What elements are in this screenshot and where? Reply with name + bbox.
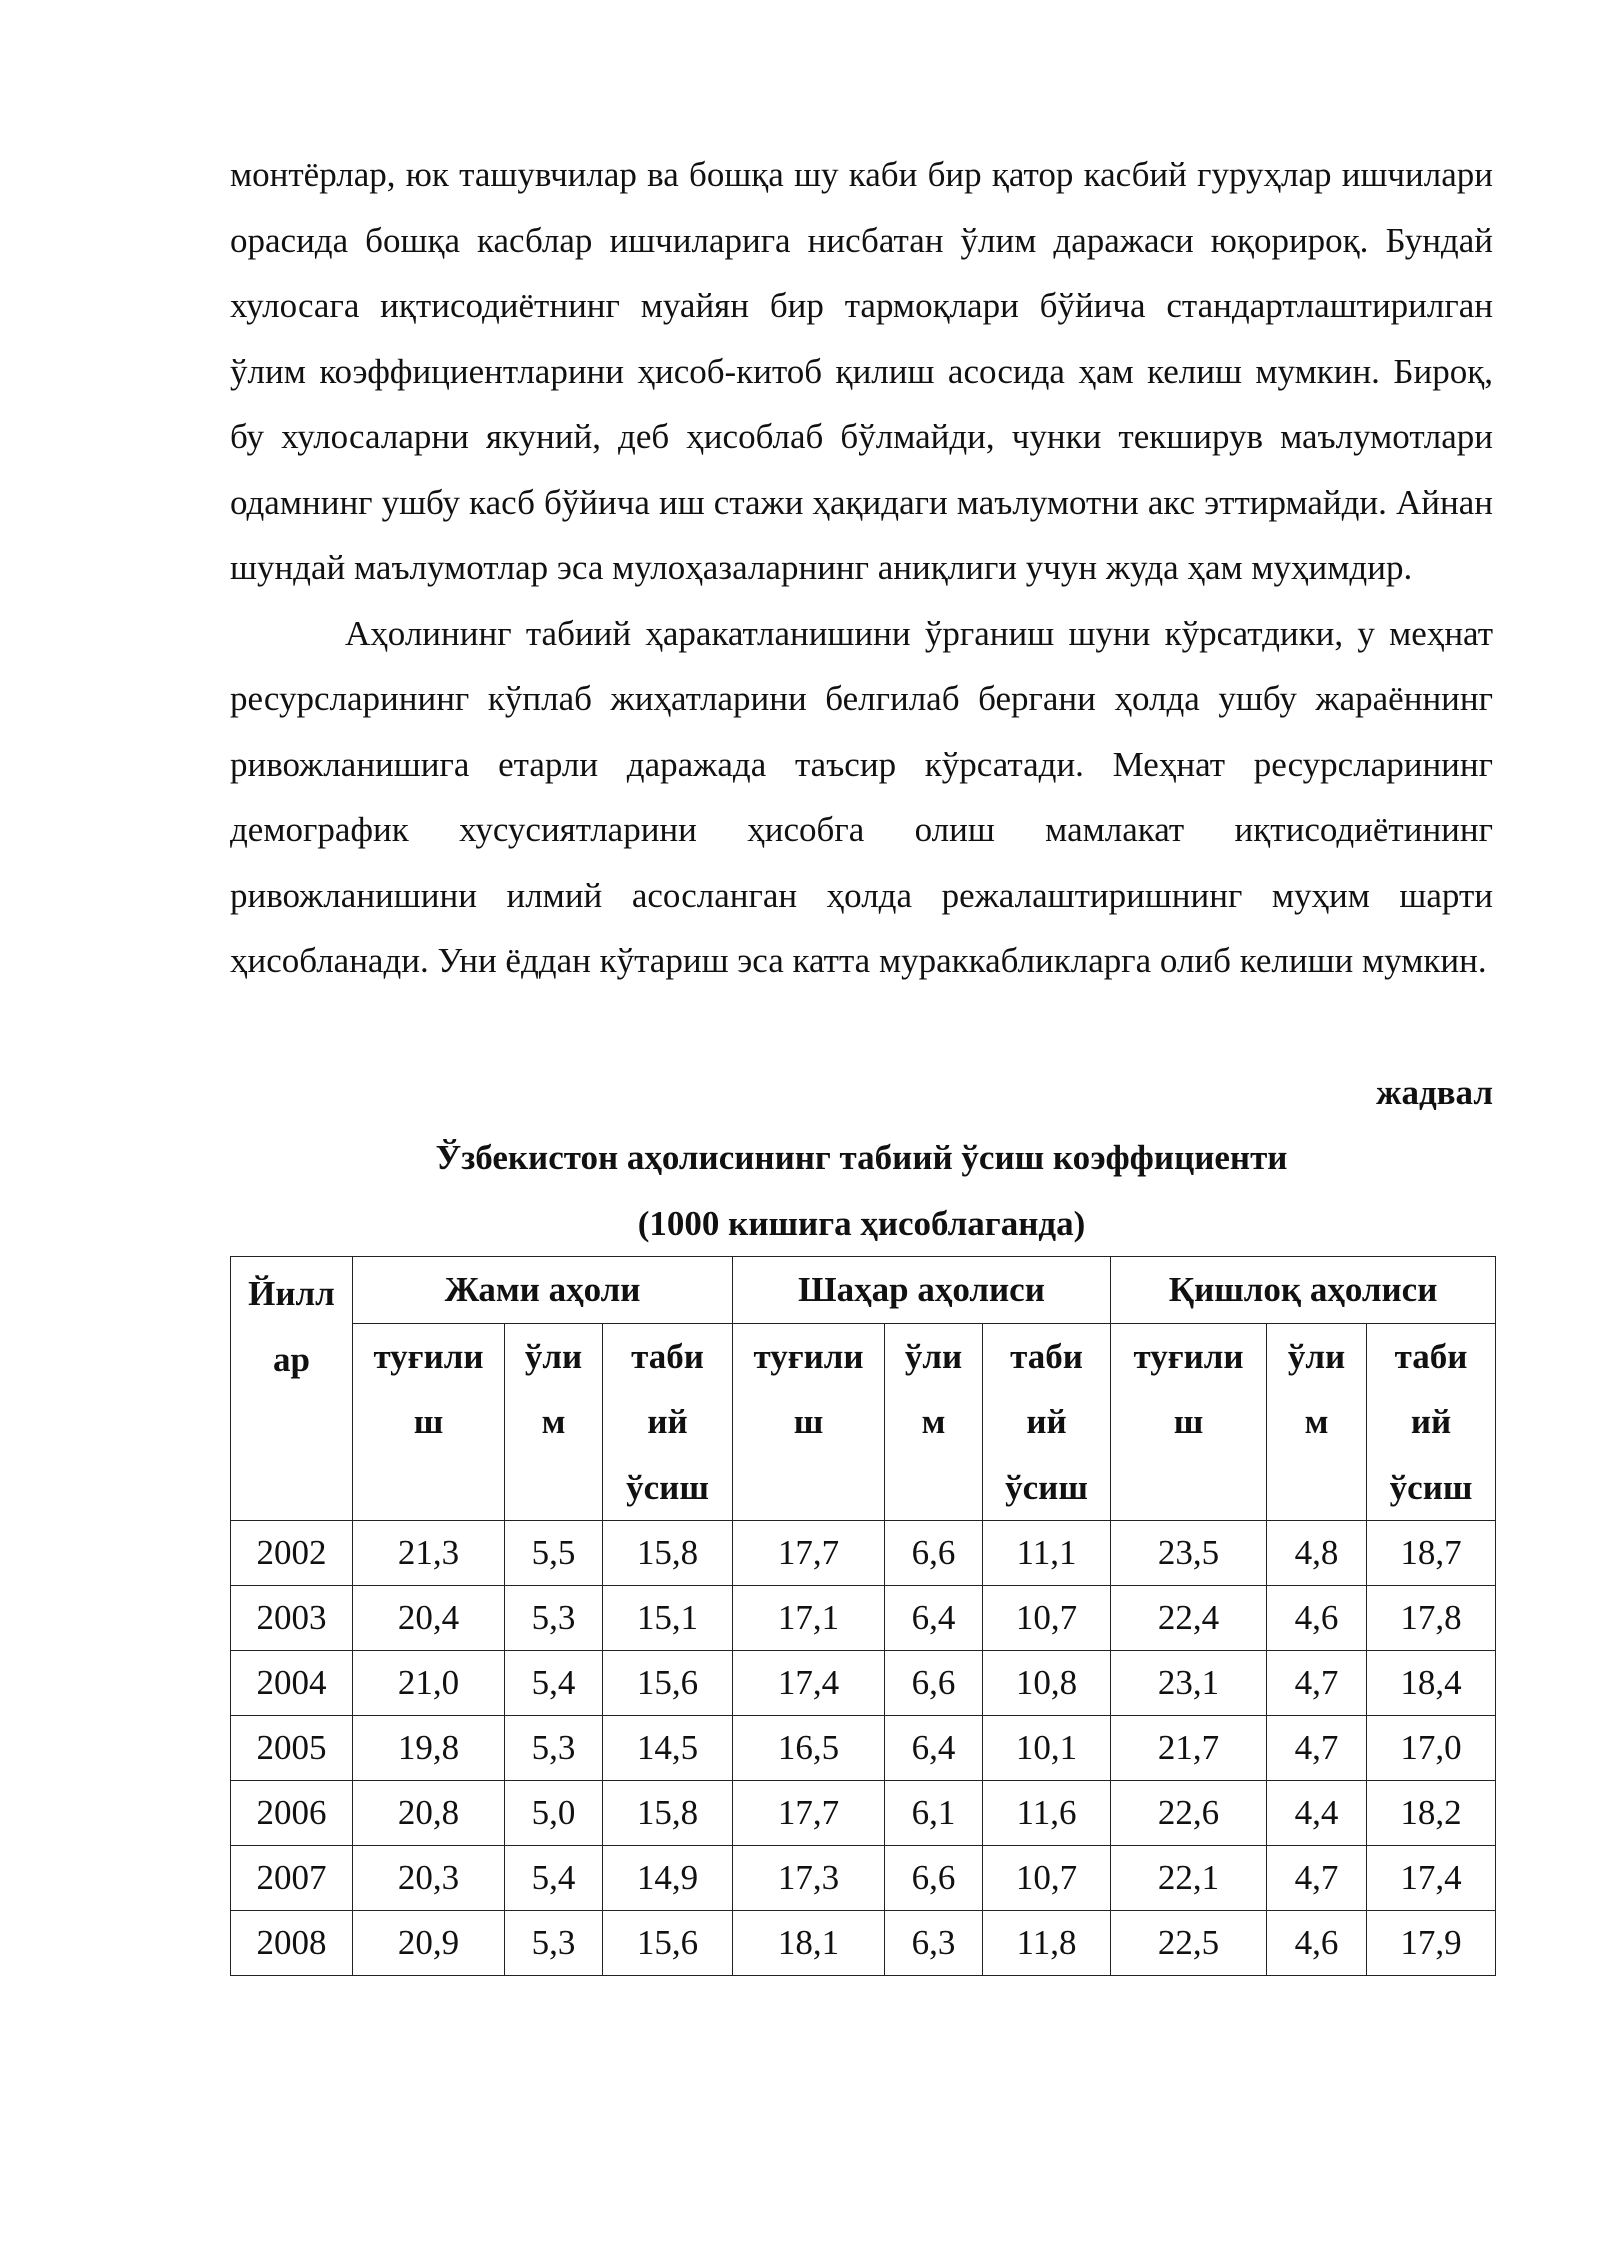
- cell-rural-growth: 18,7: [1367, 1521, 1496, 1586]
- cell-rural-birth: 22,5: [1111, 1911, 1267, 1976]
- subheader-death-line-2: м: [921, 1402, 946, 1441]
- subheader-birth-line-2: ш: [1173, 1402, 1204, 1441]
- cell-total-death: 5,3: [505, 1911, 603, 1976]
- cell-total-growth: 15,6: [603, 1911, 733, 1976]
- subheader-death-line-1: ўли: [524, 1336, 583, 1376]
- cell-total-growth: 15,8: [603, 1781, 733, 1846]
- cell-urban-death: 6,1: [885, 1781, 983, 1846]
- cell-rural-growth: 17,4: [1367, 1846, 1496, 1911]
- spacer: [230, 994, 1493, 1060]
- cell-rural-death: 4,6: [1267, 1911, 1367, 1976]
- subheader-death-line-1: ўли: [1287, 1336, 1346, 1376]
- cell-total-growth: 15,8: [603, 1521, 733, 1586]
- cell-total-death: 5,4: [505, 1651, 603, 1716]
- table-header: [231, 1257, 1496, 1521]
- subheader-birth-line-1: туғили: [753, 1336, 864, 1376]
- subheader-growth-line-1: таби: [1394, 1336, 1468, 1376]
- cell-total-birth: 20,8: [353, 1781, 505, 1846]
- cell-urban-death: 6,4: [885, 1716, 983, 1781]
- cell-urban-birth: 17,7: [733, 1781, 885, 1846]
- cell-urban-death: 6,3: [885, 1911, 983, 1976]
- cell-urban-death: 6,6: [885, 1651, 983, 1716]
- cell-rural-death: 4,8: [1267, 1521, 1367, 1586]
- cell-rural-death: 4,7: [1267, 1716, 1367, 1781]
- cell-rural-birth: 23,5: [1111, 1521, 1267, 1586]
- cell-rural-death: 4,4: [1267, 1781, 1367, 1846]
- subheader-death: [1267, 1323, 1367, 1521]
- cell-urban-death: 6,4: [885, 1586, 983, 1651]
- cell-urban-birth: 18,1: [733, 1911, 885, 1976]
- cell-rural-growth: 17,0: [1367, 1716, 1496, 1781]
- table-header-row-subheads: [231, 1323, 1496, 1521]
- cell-urban-birth: 17,4: [733, 1651, 885, 1716]
- table-row: [231, 1846, 1496, 1911]
- group-header-total: Жами аҳоли: [353, 1257, 733, 1324]
- cell-year: 2008: [231, 1911, 353, 1976]
- table-label: жадвал: [1376, 1072, 1493, 1112]
- cell-year: 2006: [231, 1781, 353, 1846]
- subheader-growth-line-3: ўсиш: [1005, 1467, 1088, 1507]
- cell-urban-birth: 17,1: [733, 1586, 885, 1651]
- paragraph-2: Аҳолининг табиий ҳаракатланишини ўрганиш шуни кўрсатдики, у меҳнат ресурсларининг кўплаб жиҳатларини белгилаб бергани ҳолда ушбу жараённинг ривожланишига етарли даражада таъсир кўрсатади. Меҳнат ресурсларининг демографик хусусиятларини ҳисобга олиш мамлакат иқтисодиётининг ривожланишини илмий асосланган ҳолда режалаштиришнинг муҳим шарти ҳисобланади. Уни ёддан кўтариш эса катта мураккабликларга олиб келиши мумкин.: [230, 613, 1493, 980]
- cell-total-death: 5,4: [505, 1846, 603, 1911]
- cell-urban-death: 6,6: [885, 1846, 983, 1911]
- subheader-birth: [353, 1323, 505, 1521]
- cell-rural-birth: 21,7: [1111, 1716, 1267, 1781]
- cell-total-birth: 20,4: [353, 1586, 505, 1651]
- cell-total-birth: 21,0: [353, 1651, 505, 1716]
- cell-year: 2005: [231, 1716, 353, 1781]
- cell-year: 2004: [231, 1651, 353, 1716]
- cell-rural-birth: 22,1: [1111, 1846, 1267, 1911]
- subheader-growth-line-2: ий: [1410, 1402, 1452, 1441]
- subheader-birth-line-1: туғили: [1133, 1336, 1244, 1376]
- cell-urban-growth: 11,6: [983, 1781, 1111, 1846]
- cell-rural-growth: 17,9: [1367, 1911, 1496, 1976]
- table-row: [231, 1911, 1496, 1976]
- document-page: [230, 142, 1493, 1976]
- table-row: [231, 1781, 1496, 1846]
- subheader-growth-line-3: ўсиш: [1389, 1467, 1473, 1507]
- cell-total-growth: 15,6: [603, 1651, 733, 1716]
- cell-urban-growth: 10,1: [983, 1716, 1111, 1781]
- cell-total-birth: 20,3: [353, 1846, 505, 1911]
- cell-rural-death: 4,7: [1267, 1651, 1367, 1716]
- cell-urban-birth: 17,7: [733, 1521, 885, 1586]
- group-header-urban: Шаҳар аҳолиси: [733, 1257, 1111, 1324]
- cell-rural-growth: 18,4: [1367, 1651, 1496, 1716]
- cell-total-growth: 14,5: [603, 1716, 733, 1781]
- subheader-growth: [603, 1323, 733, 1521]
- year-header-line-1: Йилл: [248, 1274, 335, 1313]
- cell-total-growth: 15,1: [603, 1586, 733, 1651]
- cell-rural-death: 4,7: [1267, 1846, 1367, 1911]
- table-row: [231, 1651, 1496, 1716]
- table-row: [231, 1716, 1496, 1781]
- cell-total-death: 5,3: [505, 1586, 603, 1651]
- group-header-rural: Қишлоқ аҳолиси: [1111, 1257, 1496, 1324]
- cell-urban-birth: 17,3: [733, 1846, 885, 1911]
- subheader-death: [505, 1323, 603, 1521]
- table-header-row-groups: [231, 1257, 1496, 1324]
- cell-year: 2002: [231, 1521, 353, 1586]
- cell-rural-birth: 23,1: [1111, 1651, 1267, 1716]
- cell-year: 2007: [231, 1846, 353, 1911]
- cell-rural-birth: 22,6: [1111, 1781, 1267, 1846]
- cell-urban-growth: 10,7: [983, 1846, 1111, 1911]
- subheader-growth-line-1: таби: [631, 1336, 704, 1376]
- subheader-birth-line-1: туғили: [373, 1336, 484, 1376]
- cell-urban-birth: 16,5: [733, 1716, 885, 1781]
- subheader-birth-line-2: ш: [793, 1402, 824, 1441]
- year-header-line-2: ар: [273, 1339, 310, 1379]
- subheader-growth-line-2: ий: [647, 1402, 688, 1441]
- subheader-death-line-1: ўли: [904, 1336, 963, 1376]
- subheader-birth: [1111, 1323, 1267, 1521]
- cell-urban-growth: 10,8: [983, 1651, 1111, 1716]
- cell-year: 2003: [231, 1586, 353, 1651]
- table-subtitle: (1000 кишига ҳисоблаганда): [637, 1203, 1086, 1243]
- growth-coefficient-table: [230, 1256, 1496, 1976]
- cell-rural-death: 4,6: [1267, 1586, 1367, 1651]
- cell-total-birth: 21,3: [353, 1521, 505, 1586]
- subheader-death-line-2: м: [541, 1402, 566, 1441]
- paragraph-1: монтёрлар, юк ташувчилар ва бошқа шу каби бир қатор касбий гуруҳлар ишчилари орасида бошқа касблар ишчиларига нисбатан ўлим даражаси юқорироқ. Бундай хулосага иқтисодиётнинг муайян бир тармоқлари бўйича стандартлаштирилган ўлим коэффициентларини ҳисоб-китоб қилиш асосида ҳам келиш мумкин. Бироқ, бу хулосаларни якуний, деб ҳисоблаб бўлмайди, чунки текширув маълумотлари одамнинг ушбу касб бўйича иш стажи ҳақидаги маълумотни акс эттирмайди. Айнан шундай маълумотлар эса мулоҳазаларнинг аниқлиги учун жуда ҳам муҳимдир.: [230, 155, 1493, 587]
- cell-total-death: 5,3: [505, 1716, 603, 1781]
- cell-total-death: 5,0: [505, 1781, 603, 1846]
- subheader-growth-line-2: ий: [1026, 1402, 1067, 1441]
- cell-urban-growth: 11,8: [983, 1911, 1111, 1976]
- cell-urban-growth: 11,1: [983, 1521, 1111, 1586]
- table-row: [231, 1521, 1496, 1586]
- cell-rural-growth: 17,8: [1367, 1586, 1496, 1651]
- subheader-growth-line-1: таби: [1010, 1336, 1083, 1376]
- table-row: [231, 1586, 1496, 1651]
- cell-urban-growth: 10,7: [983, 1586, 1111, 1651]
- subheader-growth: [1367, 1323, 1496, 1521]
- cell-rural-birth: 22,4: [1111, 1586, 1267, 1651]
- subheader-death-line-2: м: [1304, 1402, 1329, 1441]
- cell-total-growth: 14,9: [603, 1846, 733, 1911]
- subheader-birth-line-2: ш: [413, 1402, 444, 1441]
- year-header: [231, 1257, 353, 1521]
- subheader-growth: [983, 1323, 1111, 1521]
- subheader-death: [885, 1323, 983, 1521]
- cell-total-death: 5,5: [505, 1521, 603, 1586]
- table-body: [231, 1521, 1496, 1976]
- table-title: Ўзбекистон аҳолисининг табиий ўсиш коэффициенти: [435, 1138, 1288, 1177]
- subheader-birth: [733, 1323, 885, 1521]
- cell-rural-growth: 18,2: [1367, 1781, 1496, 1846]
- subheader-growth-line-3: ўсиш: [626, 1467, 709, 1507]
- cell-total-birth: 20,9: [353, 1911, 505, 1976]
- cell-total-birth: 19,8: [353, 1716, 505, 1781]
- cell-urban-death: 6,6: [885, 1521, 983, 1586]
